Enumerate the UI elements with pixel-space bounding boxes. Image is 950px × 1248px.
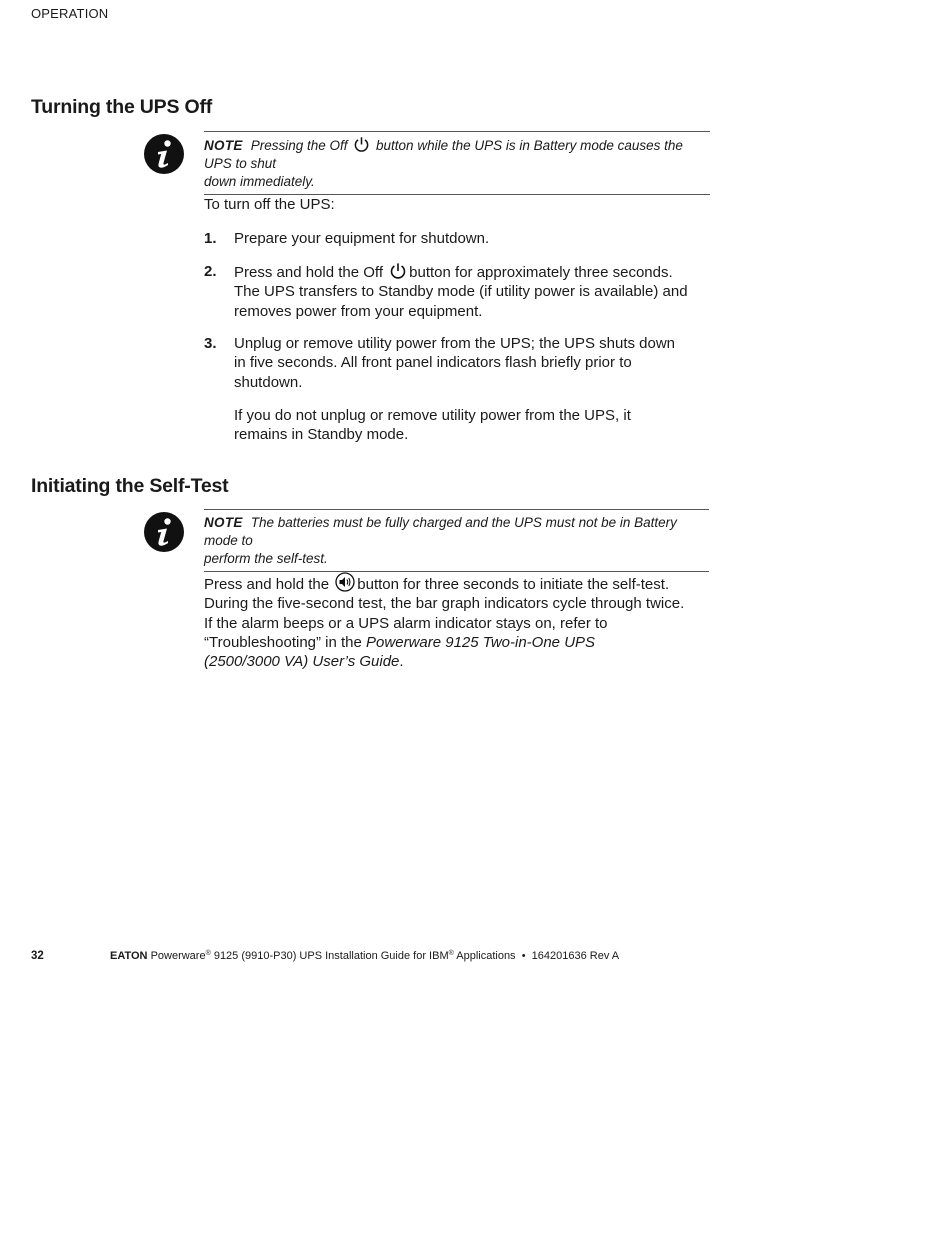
page-number: 32 [31,950,44,962]
footer-brand: EATON [110,950,148,962]
guide-title: (2500/3000 VA) User’s Guide [204,653,400,671]
note-text: perform the self-test. [204,551,328,566]
step-text: Press and hold the Off [234,264,383,281]
footer-text [110,950,619,962]
step-number: 3. [204,335,217,352]
note-self-test [204,509,709,572]
info-icon [144,134,184,174]
para-text: If the alarm beeps or a UPS alarm indicator stays on, refer to [204,614,608,632]
footer-doc-id: 164201636 Rev A [531,950,620,962]
intro-text: To turn off the UPS: [204,196,335,213]
step-number: 1. [204,230,217,247]
step-number: 2. [204,263,217,280]
step-text: shutdown. [234,373,303,391]
list-item [204,262,724,322]
followup-line: If you do not unplug or remove utility power from the UPS, it [234,407,631,424]
registered-mark: ® [448,950,454,957]
step-text: The UPS transfers to Standby mode (if utility power is available) and [234,283,688,301]
note-label: NOTE [204,138,243,153]
followup-line: remains in Standby mode. [234,426,409,444]
power-icon [389,262,407,280]
running-head: OPERATION [31,6,109,21]
step-text: in five seconds. All front panel indicators flash briefly prior to [234,354,632,372]
step-text: Prepare your equipment for shutdown. [234,230,490,247]
note-text: Pressing the Off [250,138,348,153]
list-item [204,229,724,249]
para-text: Press and hold the [204,576,330,593]
speaker-icon [335,572,355,592]
section-title-turning-off: Turning the UPS Off [31,96,213,118]
note-text: button while the UPS is in Battery mode causes the UPS to shut [204,138,683,171]
note-turning-off [204,131,710,195]
step-text: removes power from your equipment. [234,302,483,320]
para-text: button for three seconds to initiate the self-test. [357,576,670,593]
list-item [204,334,724,394]
footer-bullet: • [521,950,526,962]
note-label: NOTE [204,515,243,530]
footer-product: Powerware [150,950,206,962]
para-text: . [399,653,404,671]
note-text: down immediately. [204,174,315,189]
section-title-self-test: Initiating the Self-Test [31,475,229,497]
info-icon [144,512,184,552]
para-text: During the five-second test, the bar graph indicators cycle through twice. [204,595,685,613]
followup-text [234,406,724,445]
step-text: button for approximately three seconds. [409,264,673,281]
self-test-paragraph [204,572,724,671]
step-text: Unplug or remove utility power from the UPS; the UPS shuts down [234,335,676,352]
note-text: The batteries must be fully charged and the UPS must not be in Battery mode to [204,515,677,548]
guide-title: Powerware 9125 Two-in-One UPS [366,633,596,651]
registered-mark: ® [205,950,211,957]
footer-product: Applications [453,950,516,962]
para-text: “Troubleshooting” in the [204,633,367,651]
footer-product: 9125 (9910-P30) UPS Installation Guide for IBM [210,950,449,962]
power-icon [353,136,370,153]
